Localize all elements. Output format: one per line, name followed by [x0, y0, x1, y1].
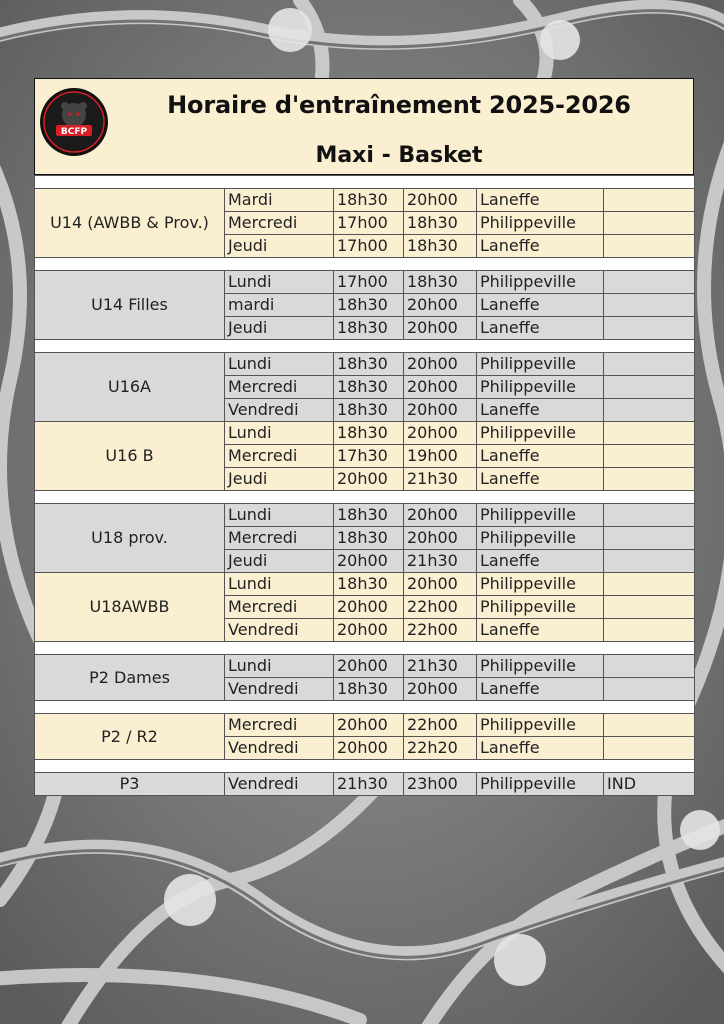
start-time-cell: 18h30	[334, 376, 404, 399]
day-cell: Mercredi	[225, 445, 334, 468]
start-time-cell: 20h00	[334, 468, 404, 491]
start-time-cell: 18h30	[334, 353, 404, 376]
start-time-cell: 18h30	[334, 504, 404, 527]
day-cell: Vendredi	[225, 619, 334, 642]
day-cell: Vendredi	[225, 773, 334, 796]
start-time-cell: 20h00	[334, 619, 404, 642]
location-cell: Laneffe	[477, 737, 604, 760]
end-time-cell: 21h30	[404, 468, 477, 491]
location-cell: Philippeville	[477, 773, 604, 796]
spacer-cell	[35, 701, 695, 714]
team-cell: U18 prov.	[35, 504, 225, 573]
day-cell: Lundi	[225, 353, 334, 376]
note-cell	[604, 678, 695, 701]
spacer-row	[35, 491, 695, 504]
note-cell	[604, 422, 695, 445]
end-time-cell: 20h00	[404, 422, 477, 445]
note-cell	[604, 317, 695, 340]
table-row	[35, 773, 695, 796]
end-time-cell: 20h00	[404, 353, 477, 376]
end-time-cell: 20h00	[404, 678, 477, 701]
note-cell	[604, 573, 695, 596]
end-time-cell: 20h00	[404, 573, 477, 596]
note-cell	[604, 399, 695, 422]
location-cell: Philippeville	[477, 353, 604, 376]
day-cell: Lundi	[225, 504, 334, 527]
location-cell: Philippeville	[477, 376, 604, 399]
end-time-cell: 20h00	[404, 294, 477, 317]
table-row	[35, 573, 695, 596]
day-cell: Mercredi	[225, 714, 334, 737]
end-time-cell: 20h00	[404, 399, 477, 422]
note-cell: IND	[604, 773, 695, 796]
start-time-cell: 18h30	[334, 399, 404, 422]
day-cell: Lundi	[225, 422, 334, 445]
spacer-cell	[35, 760, 695, 773]
day-cell: Mercredi	[225, 596, 334, 619]
location-cell: Laneffe	[477, 619, 604, 642]
end-time-cell: 18h30	[404, 235, 477, 258]
location-cell: Philippeville	[477, 655, 604, 678]
location-cell: Laneffe	[477, 235, 604, 258]
note-cell	[604, 294, 695, 317]
team-cell: U14 Filles	[35, 271, 225, 340]
start-time-cell: 17h00	[334, 235, 404, 258]
note-cell	[604, 527, 695, 550]
day-cell: mardi	[225, 294, 334, 317]
note-cell	[604, 714, 695, 737]
location-cell: Philippeville	[477, 527, 604, 550]
note-cell	[604, 445, 695, 468]
spacer-cell	[35, 176, 695, 189]
table-row	[35, 422, 695, 445]
note-cell	[604, 468, 695, 491]
spacer-cell	[35, 258, 695, 271]
end-time-cell: 23h00	[404, 773, 477, 796]
location-cell: Philippeville	[477, 596, 604, 619]
team-cell: U18AWBB	[35, 573, 225, 642]
note-cell	[604, 550, 695, 573]
table-row	[35, 271, 695, 294]
start-time-cell: 20h00	[334, 714, 404, 737]
note-cell	[604, 619, 695, 642]
start-time-cell: 18h30	[334, 317, 404, 340]
team-cell: U14 (AWBB & Prov.)	[35, 189, 225, 258]
spacer-row	[35, 760, 695, 773]
location-cell: Laneffe	[477, 550, 604, 573]
end-time-cell: 21h30	[404, 550, 477, 573]
note-cell	[604, 235, 695, 258]
location-cell: Philippeville	[477, 504, 604, 527]
location-cell: Philippeville	[477, 212, 604, 235]
start-time-cell: 17h00	[334, 271, 404, 294]
day-cell: Lundi	[225, 573, 334, 596]
day-cell: Vendredi	[225, 737, 334, 760]
team-cell: P3	[35, 773, 225, 796]
day-cell: Mardi	[225, 189, 334, 212]
end-time-cell: 21h30	[404, 655, 477, 678]
note-cell	[604, 212, 695, 235]
table-row	[35, 353, 695, 376]
table-row	[35, 714, 695, 737]
note-cell	[604, 376, 695, 399]
day-cell: Vendredi	[225, 399, 334, 422]
note-cell	[604, 271, 695, 294]
table-row	[35, 189, 695, 212]
start-time-cell: 20h00	[334, 550, 404, 573]
start-time-cell: 18h30	[334, 294, 404, 317]
team-cell: U16 B	[35, 422, 225, 491]
svg-text:BCFP: BCFP	[60, 127, 88, 137]
start-time-cell: 17h30	[334, 445, 404, 468]
table-row	[35, 504, 695, 527]
day-cell: Lundi	[225, 655, 334, 678]
location-cell: Philippeville	[477, 271, 604, 294]
end-time-cell: 22h20	[404, 737, 477, 760]
day-cell: Mercredi	[225, 376, 334, 399]
spacer-row	[35, 176, 695, 189]
note-cell	[604, 596, 695, 619]
end-time-cell: 20h00	[404, 376, 477, 399]
spacer-row	[35, 701, 695, 714]
team-cell: P2 Dames	[35, 655, 225, 701]
schedule-sheet	[34, 78, 694, 796]
end-time-cell: 22h00	[404, 619, 477, 642]
end-time-cell: 22h00	[404, 714, 477, 737]
spacer-row	[35, 340, 695, 353]
start-time-cell: 18h30	[334, 422, 404, 445]
start-time-cell: 20h00	[334, 655, 404, 678]
end-time-cell: 20h00	[404, 504, 477, 527]
spacer-cell	[35, 642, 695, 655]
spacer-cell	[35, 491, 695, 504]
end-time-cell: 19h00	[404, 445, 477, 468]
day-cell: Jeudi	[225, 468, 334, 491]
note-cell	[604, 189, 695, 212]
start-time-cell: 21h30	[334, 773, 404, 796]
team-cell: P2 / R2	[35, 714, 225, 760]
note-cell	[604, 353, 695, 376]
team-cell: U16A	[35, 353, 225, 422]
end-time-cell: 18h30	[404, 271, 477, 294]
location-cell: Philippeville	[477, 573, 604, 596]
training-schedule-table	[34, 175, 695, 796]
location-cell: Laneffe	[477, 399, 604, 422]
start-time-cell: 18h30	[334, 573, 404, 596]
page-subtitle: Maxi - Basket	[315, 143, 483, 168]
note-cell	[604, 655, 695, 678]
location-cell: Laneffe	[477, 678, 604, 701]
location-cell: Laneffe	[477, 445, 604, 468]
location-cell: Laneffe	[477, 468, 604, 491]
location-cell: Laneffe	[477, 317, 604, 340]
day-cell: Mercredi	[225, 212, 334, 235]
start-time-cell: 20h00	[334, 596, 404, 619]
spacer-row	[35, 642, 695, 655]
start-time-cell: 18h30	[334, 527, 404, 550]
spacer-cell	[35, 340, 695, 353]
day-cell: Lundi	[225, 271, 334, 294]
end-time-cell: 20h00	[404, 317, 477, 340]
page-title: Horaire d'entraînement 2025-2026	[167, 91, 631, 119]
end-time-cell: 20h00	[404, 189, 477, 212]
start-time-cell: 17h00	[334, 212, 404, 235]
end-time-cell: 22h00	[404, 596, 477, 619]
day-cell: Jeudi	[225, 235, 334, 258]
location-cell: Philippeville	[477, 422, 604, 445]
note-cell	[604, 504, 695, 527]
day-cell: Mercredi	[225, 527, 334, 550]
day-cell: Jeudi	[225, 317, 334, 340]
location-cell: Laneffe	[477, 189, 604, 212]
day-cell: Vendredi	[225, 678, 334, 701]
location-cell: Laneffe	[477, 294, 604, 317]
note-cell	[604, 737, 695, 760]
start-time-cell: 18h30	[334, 189, 404, 212]
day-cell: Jeudi	[225, 550, 334, 573]
end-time-cell: 18h30	[404, 212, 477, 235]
start-time-cell: 20h00	[334, 737, 404, 760]
start-time-cell: 18h30	[334, 678, 404, 701]
end-time-cell: 20h00	[404, 527, 477, 550]
table-row	[35, 655, 695, 678]
location-cell: Philippeville	[477, 714, 604, 737]
spacer-row	[35, 258, 695, 271]
schedule-header	[34, 78, 694, 175]
